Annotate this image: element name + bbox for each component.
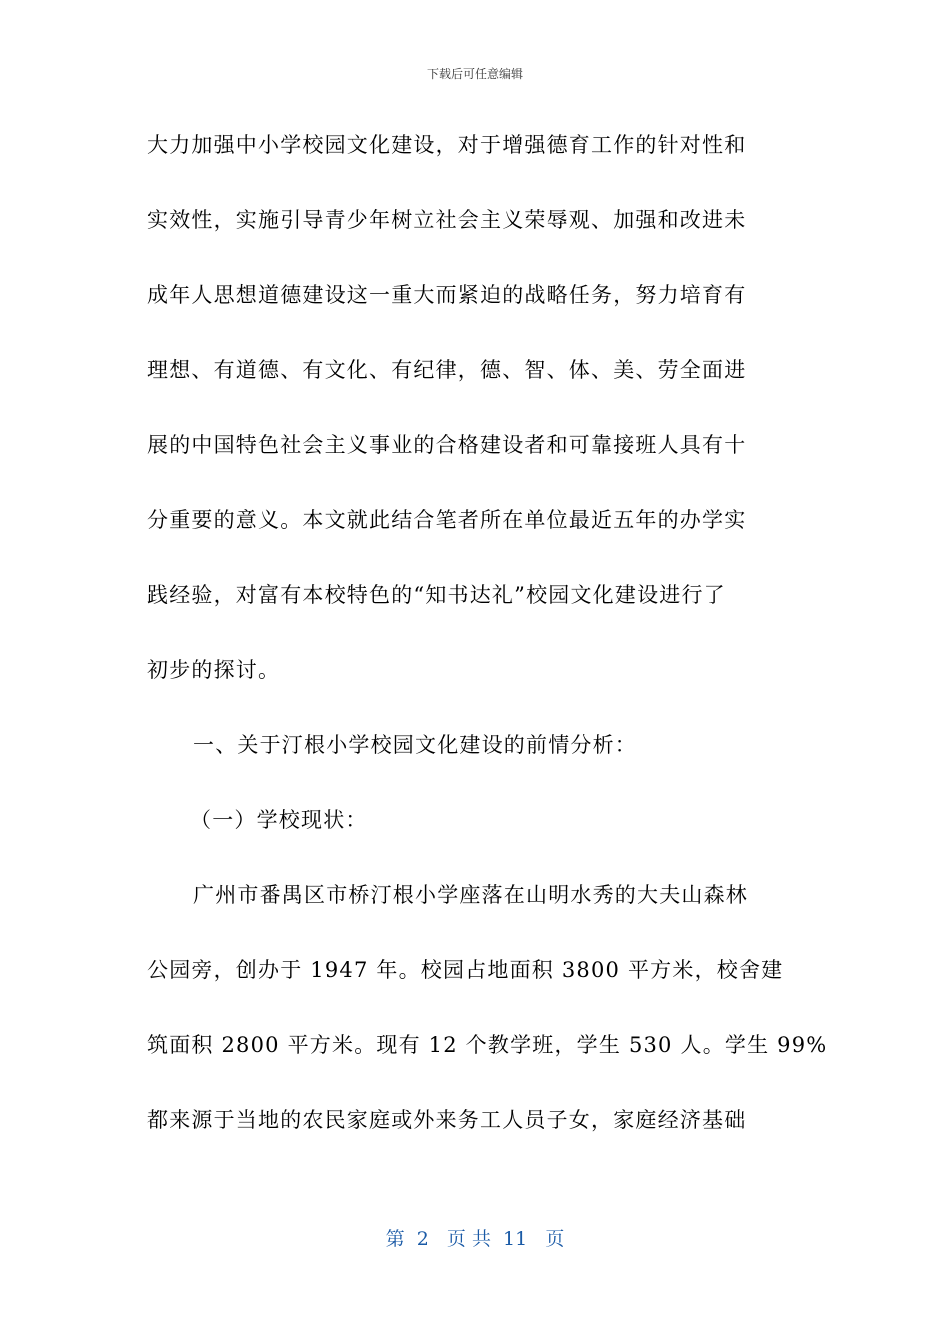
body-line: 大力加强中小学校园文化建设，对于增强德育工作的针对性和 (147, 133, 747, 157)
page-header: 下载后可任意编辑 (426, 67, 523, 81)
body-line: 初步的探讨。 (147, 658, 281, 682)
body-line: 实效性，实施引导青少年树立社会主义荣辱观、加强和改进未 (147, 208, 747, 232)
body-line: 公园旁，创办于 1947 年。校园占地面积 3800 平方米，校舍建 (147, 958, 784, 982)
body-line: 分重要的意义。本文就此结合笔者所在单位最近五年的办学实 (147, 508, 747, 532)
body-line: 都来源于当地的农民家庭或外来务工人员子女，家庭经济基础 (147, 1108, 747, 1132)
body-line: 广州市番禺区市桥汀根小学座落在山明水秀的大夫山森林 (193, 883, 748, 907)
section-heading: 一、关于汀根小学校园文化建设的前情分析： (193, 733, 637, 757)
subsection-heading: （一）学校现状： (190, 808, 368, 832)
body-line: 成年人思想道德建设这一重大而紧迫的战略任务，努力培育有 (147, 283, 747, 307)
body-line: 践经验，对富有本校特色的“知书达礼”校园文化建设进行了 (147, 583, 726, 607)
body-line: 理想、有道德、有文化、有纪律，德、智、体、美、劳全面进 (147, 358, 747, 382)
body-line: 展的中国特色社会主义事业的合格建设者和可靠接班人具有十 (147, 433, 747, 457)
body-line: 筑面积 2800 平方米。现有 12 个教学班，学生 530 人。学生 99% (147, 1033, 828, 1057)
page-number-footer: 第 2 页 共 11 页 (385, 1228, 565, 1250)
